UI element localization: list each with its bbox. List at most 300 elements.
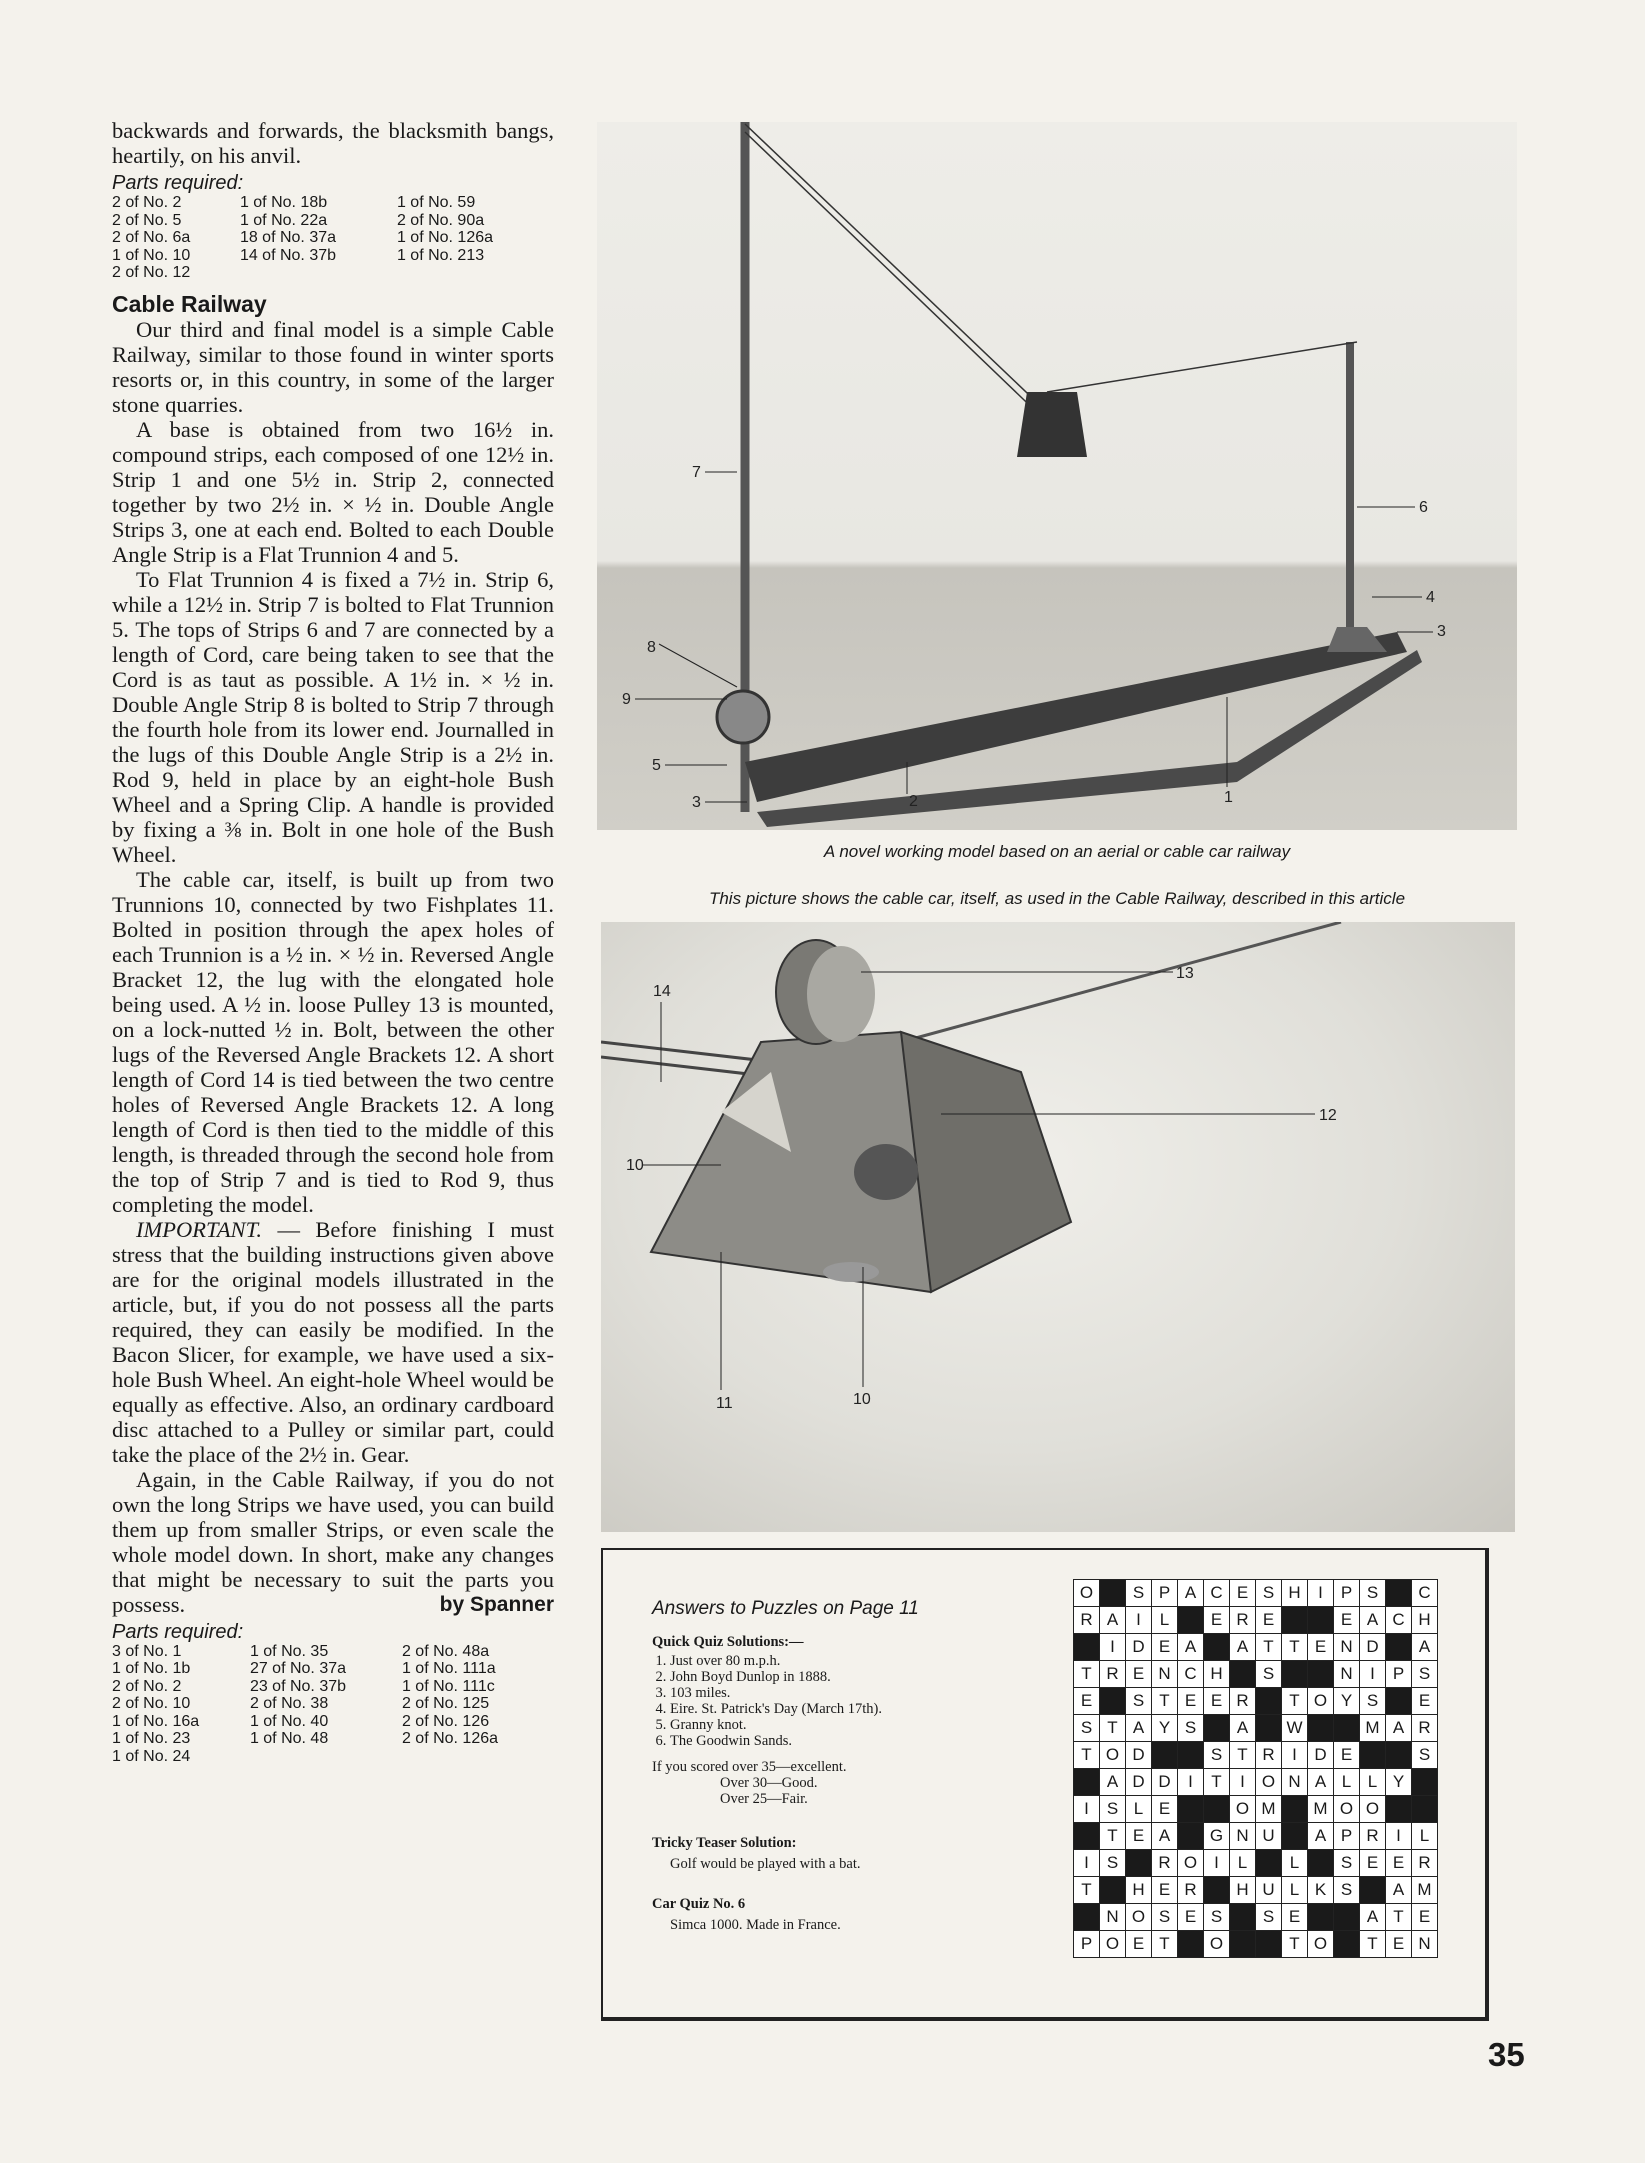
parts-cell: 2 of No. 125 (401, 1695, 490, 1712)
parts-cell: 1 of No. 126a (396, 229, 494, 246)
crossword-cell: K (1308, 1877, 1334, 1904)
label-9: 9 (622, 691, 631, 708)
crossword-cell: H (1282, 1580, 1308, 1607)
parts-cell: 27 of No. 37a (249, 1660, 347, 1677)
important-lead: IMPORTANT. (136, 1216, 263, 1242)
label-4: 4 (1426, 589, 1435, 606)
intro-text: backwards and forwards, the blacksmith bangs, heartily, on his anvil. (112, 118, 554, 168)
quick-quiz-answer: 5. Granny knot. (670, 1717, 1052, 1733)
score-line: Over 30—Good. (720, 1775, 818, 1791)
crossword-row (1074, 1742, 1438, 1769)
crossword-cell: R (1178, 1877, 1204, 1904)
quick-quiz-answer: 1. Just over 80 m.p.h. (670, 1653, 1052, 1669)
crossword-cell: R (1100, 1661, 1126, 1688)
quick-quiz-answer: 6. The Goodwin Sands. (670, 1733, 1052, 1749)
crossword-cell: N (1334, 1661, 1360, 1688)
teaser-heading: Tricky Teaser Solution: (652, 1835, 797, 1851)
parts-row (112, 1748, 554, 1766)
label-11: 11 (716, 1395, 733, 1412)
crossword-cell: T (1256, 1634, 1282, 1661)
crossword-cell: I (1074, 1796, 1100, 1823)
crossword-cell: I (1126, 1607, 1152, 1634)
crossword-cell: R (1230, 1688, 1256, 1715)
crossword-cell: A (1230, 1715, 1256, 1742)
crossword-cell: I (1178, 1769, 1204, 1796)
crossword-cell: L (1126, 1796, 1152, 1823)
parts-row (112, 1730, 554, 1748)
parts-cell: 23 of No. 37b (249, 1677, 347, 1695)
crossword-cell: O (1178, 1850, 1204, 1877)
crossword-cell: E (1152, 1877, 1178, 1904)
parts-cell: 1 of No. 18b (239, 194, 328, 211)
quick-quiz-answer: 4. Eire. St. Patrick's Day (March 17th). (670, 1701, 1052, 1717)
crossword-black-cell (1074, 1769, 1100, 1796)
crossword-cell: T (1204, 1769, 1230, 1796)
crossword-cell: E (1178, 1904, 1204, 1931)
crossword-cell: S (1126, 1688, 1152, 1715)
parts-cell: 1 of No. 213 (396, 246, 485, 264)
parts-cell: 2 of No. 6a (112, 229, 191, 246)
crossword-cell: N (1334, 1634, 1360, 1661)
crossword-cell: C (1204, 1580, 1230, 1607)
parts-row (112, 194, 554, 212)
crossword-cell: N (1100, 1904, 1126, 1931)
crossword-cell: E (1204, 1688, 1230, 1715)
crossword-cell: P (1152, 1580, 1178, 1607)
crossword-cell: I (1100, 1634, 1126, 1661)
crossword-cell: R (1360, 1823, 1386, 1850)
crossword-cell: L (1152, 1607, 1178, 1634)
crossword-cell: N (1282, 1769, 1308, 1796)
cable-car-photo (601, 922, 1515, 1532)
crossword-black-cell (1256, 1688, 1282, 1715)
crossword-cell: E (1308, 1634, 1334, 1661)
crossword-black-cell (1412, 1796, 1438, 1823)
crossword-cell: O (1100, 1742, 1126, 1769)
label-14: 14 (653, 983, 671, 1000)
section-title: Cable Railway (112, 290, 267, 317)
crossword-cell: W (1282, 1715, 1308, 1742)
parts-heading: Parts required: (112, 172, 244, 194)
crossword-cell: O (1074, 1580, 1100, 1607)
crossword-cell: E (1386, 1850, 1412, 1877)
crossword-cell: H (1230, 1877, 1256, 1904)
crossword-cell: S (1360, 1688, 1386, 1715)
crossword-cell: T (1074, 1661, 1100, 1688)
crossword-cell: D (1126, 1634, 1152, 1661)
crossword-cell: E (1204, 1607, 1230, 1634)
crossword-black-cell (1230, 1661, 1256, 1688)
label-10b: 10 (853, 1391, 871, 1408)
crossword-row (1074, 1715, 1438, 1742)
last-paragraph-text: Again, in the Cable Railway, if you do not own the long Strips we have used, you can build them up from smaller Strips, or even scale the whole model down. In short, make any changes that might be necessary to suit the parts you possess. (112, 1466, 554, 1617)
parts-row (112, 1643, 554, 1661)
label-3: 3 (1437, 623, 1446, 640)
crossword-cell: P (1074, 1931, 1100, 1958)
crossword-cell: L (1282, 1850, 1308, 1877)
crossword-row (1074, 1661, 1438, 1688)
label-2: 2 (909, 793, 918, 810)
crossword-black-cell (1204, 1796, 1230, 1823)
label-6: 6 (1419, 499, 1428, 516)
crossword-cell: D (1126, 1742, 1152, 1769)
parts-row (112, 1695, 554, 1713)
crossword-cell: H (1412, 1607, 1438, 1634)
parts-cell: 1 of No. 59 (396, 194, 476, 211)
label-12: 12 (1319, 1107, 1337, 1124)
parts-cell: 3 of No. 1 (112, 1642, 182, 1660)
crossword-cell: A (1386, 1877, 1412, 1904)
quick-quiz-list (652, 1653, 1052, 1749)
crossword-black-cell (1256, 1715, 1282, 1742)
crossword-cell: E (1126, 1823, 1152, 1850)
crossword-black-cell (1386, 1742, 1412, 1769)
crossword-cell: T (1360, 1931, 1386, 1958)
crossword-black-cell (1178, 1742, 1204, 1769)
crossword-black-cell (1100, 1580, 1126, 1607)
crossword-black-cell (1256, 1850, 1282, 1877)
crossword-black-cell (1178, 1931, 1204, 1958)
crossword-cell: R (1230, 1607, 1256, 1634)
crossword-black-cell (1282, 1661, 1308, 1688)
crossword-cell: L (1412, 1823, 1438, 1850)
parts-table (112, 1643, 554, 1766)
crossword-row (1074, 1580, 1438, 1607)
crossword-cell: D (1126, 1769, 1152, 1796)
crossword-cell: P (1334, 1823, 1360, 1850)
parts-row (112, 229, 554, 247)
crossword-cell: Y (1334, 1688, 1360, 1715)
crossword-cell: S (1412, 1742, 1438, 1769)
caption-1: A novel working model based on an aerial or cable car railway (823, 842, 1291, 861)
crossword-cell: S (1204, 1742, 1230, 1769)
crossword-black-cell (1282, 1607, 1308, 1634)
crossword-cell: T (1282, 1931, 1308, 1958)
crossword-row (1074, 1796, 1438, 1823)
crossword-cell: I (1386, 1823, 1412, 1850)
crossword-cell: E (1230, 1580, 1256, 1607)
label-7: 7 (692, 464, 701, 481)
parts-cell: 1 of No. 1b (112, 1660, 191, 1677)
crossword-black-cell (1230, 1904, 1256, 1931)
crossword-cell: S (1178, 1715, 1204, 1742)
crossword-cell: L (1360, 1769, 1386, 1796)
parts-cell: 2 of No. 2 (112, 194, 182, 211)
crossword-cell: A (1100, 1607, 1126, 1634)
crossword-row (1074, 1769, 1438, 1796)
parts-cell (397, 264, 554, 282)
crossword-cell: E (1152, 1796, 1178, 1823)
crossword-black-cell (1308, 1904, 1334, 1931)
crossword-cell: D (1360, 1634, 1386, 1661)
parts-cell: 1 of No. 10 (112, 246, 191, 264)
crossword-cell: S (1126, 1580, 1152, 1607)
crossword-cell: R (1074, 1607, 1100, 1634)
crossword-cell: P (1334, 1580, 1360, 1607)
crossword-cell: E (1126, 1661, 1152, 1688)
crossword-row (1074, 1823, 1438, 1850)
crossword-cell: O (1126, 1904, 1152, 1931)
answers-title: Answers to Puzzles on Page 11 (652, 1598, 919, 1619)
crossword-cell: I (1360, 1661, 1386, 1688)
crossword-black-cell (1308, 1661, 1334, 1688)
crossword-cell: A (1152, 1823, 1178, 1850)
crossword-cell: I (1074, 1850, 1100, 1877)
crossword-cell: R (1152, 1850, 1178, 1877)
parts-cell: 2 of No. 126 (401, 1712, 490, 1730)
score-line: If you scored over 35—excellent. (652, 1759, 847, 1775)
crossword-cell: N (1230, 1823, 1256, 1850)
crossword-cell: S (1100, 1796, 1126, 1823)
parts-cell: 2 of No. 38 (249, 1695, 329, 1712)
crossword-cell: A (1178, 1580, 1204, 1607)
parts-cell: 1 of No. 111c (401, 1677, 495, 1695)
parts-table (112, 194, 554, 282)
crossword-cell: I (1204, 1850, 1230, 1877)
crossword-cell: Y (1152, 1715, 1178, 1742)
parts-cell: 1 of No. 111a (401, 1660, 496, 1677)
crossword-black-cell (1126, 1850, 1152, 1877)
cable-car-illustration (601, 922, 1515, 1532)
label-1: 1 (1224, 789, 1233, 806)
quick-quiz-heading: Quick Quiz Solutions:— (652, 1634, 804, 1650)
crossword-black-cell (1386, 1634, 1412, 1661)
crossword-cell: R (1256, 1742, 1282, 1769)
crossword-cell: A (1412, 1634, 1438, 1661)
crossword-cell: C (1412, 1580, 1438, 1607)
crossword-cell: E (1152, 1634, 1178, 1661)
crossword-cell: M (1308, 1796, 1334, 1823)
crossword-cell: T (1100, 1823, 1126, 1850)
crossword-cell: A (1308, 1823, 1334, 1850)
crossword-black-cell (1386, 1688, 1412, 1715)
crossword-black-cell (1204, 1715, 1230, 1742)
cable-railway-illustration (597, 122, 1517, 830)
crossword-cell: A (1178, 1634, 1204, 1661)
crossword-cell: M (1256, 1796, 1282, 1823)
crossword-cell: Y (1386, 1769, 1412, 1796)
crossword-cell: S (1360, 1580, 1386, 1607)
crossword-cell: R (1412, 1715, 1438, 1742)
crossword-black-cell (1152, 1742, 1178, 1769)
crossword-black-cell (1230, 1931, 1256, 1958)
crossword-row (1074, 1634, 1438, 1661)
paragraph: Our third and final model is a simple Cable Railway, similar to those found in winter sports resorts or, in this country, in some of the larger stone quarries. (112, 316, 554, 417)
label-10a: 10 (626, 1157, 644, 1174)
crossword-black-cell (1100, 1688, 1126, 1715)
crossword-cell: D (1308, 1742, 1334, 1769)
answers-box (601, 1548, 1489, 2021)
crossword-row (1074, 1877, 1438, 1904)
crossword-black-cell (1178, 1823, 1204, 1850)
crossword-cell: T (1230, 1742, 1256, 1769)
car-quiz-answer: Simca 1000. Made in France. (670, 1917, 841, 1933)
caption-2: This picture shows the cable car, itself, as used in the Cable Railway, described in this article (708, 889, 1406, 908)
crossword-cell: E (1256, 1607, 1282, 1634)
paragraph: The cable car, itself, is built up from two Trunnions 10, connected by two Fishplates 11. Bolted in position through the apex holes of each Trunnion is a ½ in. × ½ in. Reversed Angle Bracket 12, the lug with the elongated hole being used. A ½ in. loose Pulley 13 is mounted, on a lock-nutted ½ in. Bolt, between the other lugs of the Reversed Angle Brackets 12. A short length of Cord 14 is tied between the two centre holes of Reversed Angle Brackets 12. A long length of Cord is then tied to the middle of this length, is threaded through the second hole from the top of Strip 7 and is tied to Rod 9, thus completing the model. (112, 866, 554, 1217)
parts-row (112, 247, 554, 265)
crossword-cell: S (1204, 1904, 1230, 1931)
crossword-cell: E (1074, 1688, 1100, 1715)
crossword-black-cell (1334, 1931, 1360, 1958)
label-8: 8 (647, 639, 656, 656)
crossword-cell: O (1308, 1688, 1334, 1715)
parts-cell: 1 of No. 23 (112, 1730, 191, 1747)
crossword-cell: E (1412, 1688, 1438, 1715)
crossword-row (1074, 1688, 1438, 1715)
crossword-black-cell (1100, 1877, 1126, 1904)
crossword-cell: A (1308, 1769, 1334, 1796)
crossword-cell: A (1360, 1607, 1386, 1634)
crossword-cell: E (1126, 1931, 1152, 1958)
crossword-cell: T (1074, 1877, 1100, 1904)
car-quiz-heading: Car Quiz No. 6 (652, 1896, 746, 1912)
crossword-row (1074, 1850, 1438, 1877)
crossword-cell: H (1204, 1661, 1230, 1688)
crossword-black-cell (1178, 1607, 1204, 1634)
important-text: — Before finishing I must stress that the building instructions given above are for the original models illustrated in the article, but, if you do not possess all the parts required, they can easily be modified. In the Bacon Slicer, for example, we have used a six-hole Bush Wheel. An eight-hole Wheel would be equally as effective. Also, an ordinary cardboard disc attached to a Pulley or similar part, could take the place of the 2½ in. Gear. (112, 1216, 554, 1467)
parts-cell: 2 of No. 10 (112, 1695, 191, 1712)
crossword-cell: R (1412, 1850, 1438, 1877)
crossword-cell: E (1334, 1607, 1360, 1634)
crossword-black-cell (1308, 1715, 1334, 1742)
crossword-cell: S (1256, 1661, 1282, 1688)
crossword-cell: A (1100, 1769, 1126, 1796)
crossword-cell: O (1308, 1931, 1334, 1958)
crossword-cell: T (1152, 1688, 1178, 1715)
crossword-cell: A (1386, 1715, 1412, 1742)
quick-quiz-answer: 2. John Boyd Dunlop in 1888. (670, 1669, 1052, 1685)
crossword-cell: T (1282, 1688, 1308, 1715)
parts-cell: 18 of No. 37a (239, 229, 337, 246)
crossword-cell: A (1360, 1904, 1386, 1931)
crossword-cell: S (1100, 1850, 1126, 1877)
crossword-black-cell (1074, 1904, 1100, 1931)
crossword-black-cell (1360, 1742, 1386, 1769)
crossword-black-cell (1178, 1796, 1204, 1823)
label-13: 13 (1176, 965, 1194, 982)
crossword-cell: A (1126, 1715, 1152, 1742)
parts-cell: 14 of No. 37b (239, 246, 337, 264)
crossword-cell: I (1308, 1580, 1334, 1607)
crossword-cell: P (1386, 1661, 1412, 1688)
parts-row (112, 1660, 554, 1678)
parts-cell: 2 of No. 90a (396, 211, 485, 229)
crossword-row (1074, 1607, 1438, 1634)
crossword-cell: O (1100, 1931, 1126, 1958)
crossword-cell: T (1100, 1715, 1126, 1742)
parts-cell: 1 of No. 16a (112, 1712, 200, 1730)
crossword-black-cell (1204, 1877, 1230, 1904)
crossword-cell: O (1334, 1796, 1360, 1823)
crossword-black-cell (1334, 1715, 1360, 1742)
last-paragraph (112, 1467, 554, 1617)
parts-cell: 2 of No. 126a (401, 1730, 499, 1747)
article-column (112, 118, 554, 1765)
crossword-black-cell (1074, 1634, 1100, 1661)
crossword-cell: U (1256, 1877, 1282, 1904)
crossword-cell: E (1178, 1688, 1204, 1715)
crossword-cell: T (1074, 1742, 1100, 1769)
parts-cell: 2 of No. 5 (112, 211, 182, 229)
crossword-cell: E (1334, 1742, 1360, 1769)
parts-cell (240, 264, 397, 282)
cable-railway-photo (597, 122, 1517, 830)
crossword-cell: O (1204, 1931, 1230, 1958)
crossword-cell: E (1412, 1904, 1438, 1931)
crossword-cell: S (1256, 1580, 1282, 1607)
crossword-cell: A (1230, 1634, 1256, 1661)
parts-cell: 1 of No. 40 (249, 1712, 329, 1730)
parts-cell: 2 of No. 2 (112, 1677, 182, 1695)
parts-row (112, 1678, 554, 1696)
crossword-cell: N (1152, 1661, 1178, 1688)
crossword-grid (1073, 1579, 1438, 1958)
crossword-cell: H (1126, 1877, 1152, 1904)
crossword-row (1074, 1904, 1438, 1931)
crossword-black-cell (1282, 1823, 1308, 1850)
label-3b: 3 (692, 794, 701, 811)
crossword-black-cell (1334, 1904, 1360, 1931)
byline: by Spanner (439, 1592, 554, 1616)
crossword-cell: E (1360, 1850, 1386, 1877)
crossword-cell: U (1256, 1823, 1282, 1850)
crossword-cell: M (1412, 1877, 1438, 1904)
crossword-black-cell (1204, 1634, 1230, 1661)
parts-cell: 2 of No. 48a (401, 1642, 490, 1660)
crossword-black-cell (1308, 1607, 1334, 1634)
crossword-cell: L (1282, 1877, 1308, 1904)
page-number: 35 (1488, 2036, 1525, 2073)
score-line: Over 25—Fair. (720, 1791, 808, 1807)
crossword-cell: O (1360, 1796, 1386, 1823)
parts-cell (250, 1748, 402, 1766)
parts-cell: 1 of No. 48 (249, 1730, 329, 1747)
important-paragraph (112, 1217, 554, 1467)
crossword-cell: C (1386, 1607, 1412, 1634)
parts-row (112, 212, 554, 230)
crossword-cell: E (1386, 1931, 1412, 1958)
crossword-cell: M (1360, 1715, 1386, 1742)
crossword-black-cell (1256, 1931, 1282, 1958)
crossword-cell: S (1152, 1904, 1178, 1931)
parts-cell: 1 of No. 35 (249, 1642, 329, 1660)
crossword-black-cell (1386, 1580, 1412, 1607)
crossword-cell: S (1334, 1850, 1360, 1877)
paragraph: A base is obtained from two 16½ in. compound strips, each composed of one 12½ in. Strip 1 and one 5½ in. Strip 2, connected together by two 2½ in. × ½ in. Double Angle Strips 3, one at each end. Bolted to each Double Angle Strip is a Flat Trunnion 4 and 5. (112, 416, 554, 567)
crossword-cell: L (1334, 1769, 1360, 1796)
crossword-cell: T (1152, 1931, 1178, 1958)
crossword-cell: D (1152, 1769, 1178, 1796)
crossword-black-cell (1308, 1850, 1334, 1877)
parts-row (112, 1713, 554, 1731)
crossword-black-cell (1074, 1823, 1100, 1850)
crossword-cell: I (1230, 1769, 1256, 1796)
crossword-cell: S (1412, 1661, 1438, 1688)
paragraph: To Flat Trunnion 4 is fixed a 7½ in. Strip 6, while a 12½ in. Strip 7 is bolted to Flat Trunnion 5. The tops of Strips 6 and 7 are connected by a length of Cord, care being taken to see that the Cord is as taut as possible. A 1½ in. × ½ in. Double Angle Strip 8 is bolted to Strip 7 through the fourth hole from its lower end. Journalled in the lugs of this Double Angle Strip is a 2½ in. Rod 9, held in place by an eight-hole Bush Wheel and a Spring Clip. A handle is provided by fixing a ⅜ in. Bolt in one hole of the Bush Wheel. (112, 566, 554, 867)
crossword-cell: T (1386, 1904, 1412, 1931)
label-5: 5 (652, 757, 661, 774)
crossword-cell: N (1412, 1931, 1438, 1958)
crossword-black-cell (1282, 1796, 1308, 1823)
parts-heading: Parts required: (112, 1620, 244, 1643)
crossword-black-cell (1386, 1796, 1412, 1823)
crossword-cell: C (1178, 1661, 1204, 1688)
teaser-answer: Golf would be played with a bat. (670, 1856, 861, 1872)
parts-cell: 1 of No. 24 (112, 1747, 191, 1765)
crossword-cell: E (1282, 1904, 1308, 1931)
crossword-cell: L (1230, 1850, 1256, 1877)
